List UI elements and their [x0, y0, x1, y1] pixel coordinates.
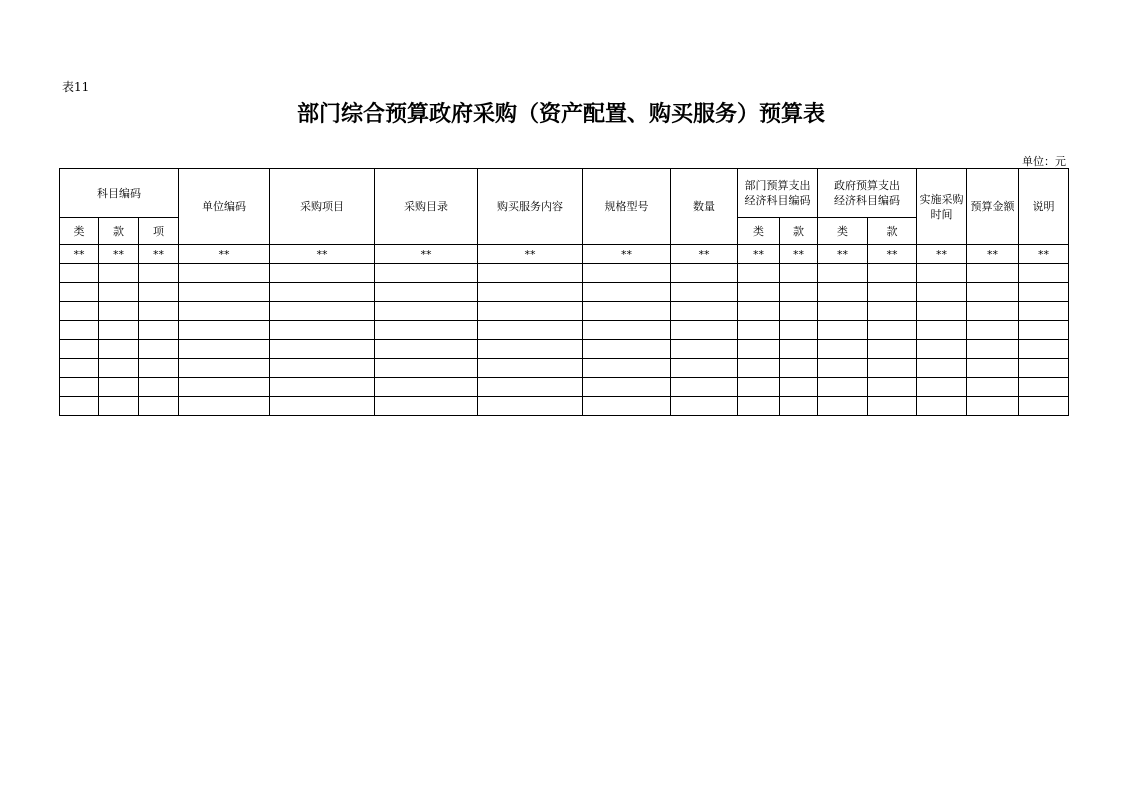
header-kuan: 款 [99, 218, 139, 245]
marker-cell: ** [1019, 245, 1069, 264]
header-gov-kuan: 款 [868, 218, 917, 245]
header-cat: 类 [60, 218, 99, 245]
header-dept-econ-code-text: 部门预算支出经济科目编码 [744, 179, 811, 207]
header-gov-econ-code [818, 169, 917, 218]
header-remark: 说明 [1019, 169, 1069, 245]
marker-cell: ** [780, 245, 818, 264]
header-quantity: 数量 [671, 169, 738, 245]
marker-cell: ** [917, 245, 967, 264]
table-row [60, 321, 1069, 340]
header-impl-time [917, 169, 967, 245]
marker-cell: ** [738, 245, 780, 264]
page-title: 部门综合预算政府采购（资产配置、购买服务）预算表 [296, 101, 825, 127]
marker-cell: ** [270, 245, 375, 264]
table-number: 表11 [62, 80, 90, 94]
marker-cell: ** [478, 245, 583, 264]
header-gov-cat: 类 [818, 218, 868, 245]
header-subject-code: 科目编码 [60, 169, 179, 218]
marker-cell: ** [60, 245, 99, 264]
marker-row [60, 245, 1069, 264]
header-dept-kuan: 款 [780, 218, 818, 245]
header-purchase-catalog: 采购目录 [375, 169, 478, 245]
marker-cell: ** [99, 245, 139, 264]
table-row [60, 340, 1069, 359]
header-impl-time-text: 实施采购时间 [919, 192, 964, 221]
marker-cell: ** [818, 245, 868, 264]
header-gov-econ-code-text: 政府预算支出经济科目编码 [834, 179, 900, 207]
table-row [60, 359, 1069, 378]
table-row [60, 378, 1069, 397]
unit-label: 单位：元 [1022, 155, 1066, 168]
header-budget-amount: 预算金额 [967, 169, 1019, 245]
table-row [60, 302, 1069, 321]
header-xiang: 项 [139, 218, 179, 245]
marker-cell: ** [139, 245, 179, 264]
header-dept-cat: 类 [738, 218, 780, 245]
marker-cell: ** [583, 245, 671, 264]
header-dept-econ-code [738, 169, 818, 218]
header-unit-code: 单位编码 [179, 169, 270, 245]
table-row [60, 283, 1069, 302]
header-service-content: 购买服务内容 [478, 169, 583, 245]
marker-cell: ** [179, 245, 270, 264]
budget-table [59, 168, 1069, 416]
header-spec-model: 规格型号 [583, 169, 671, 245]
table-row [60, 397, 1069, 416]
header-purchase-item: 采购项目 [270, 169, 375, 245]
table-row [60, 264, 1069, 283]
marker-cell: ** [671, 245, 738, 264]
header-row-top [60, 169, 1069, 218]
marker-cell: ** [868, 245, 917, 264]
marker-cell: ** [375, 245, 478, 264]
marker-cell: ** [967, 245, 1019, 264]
